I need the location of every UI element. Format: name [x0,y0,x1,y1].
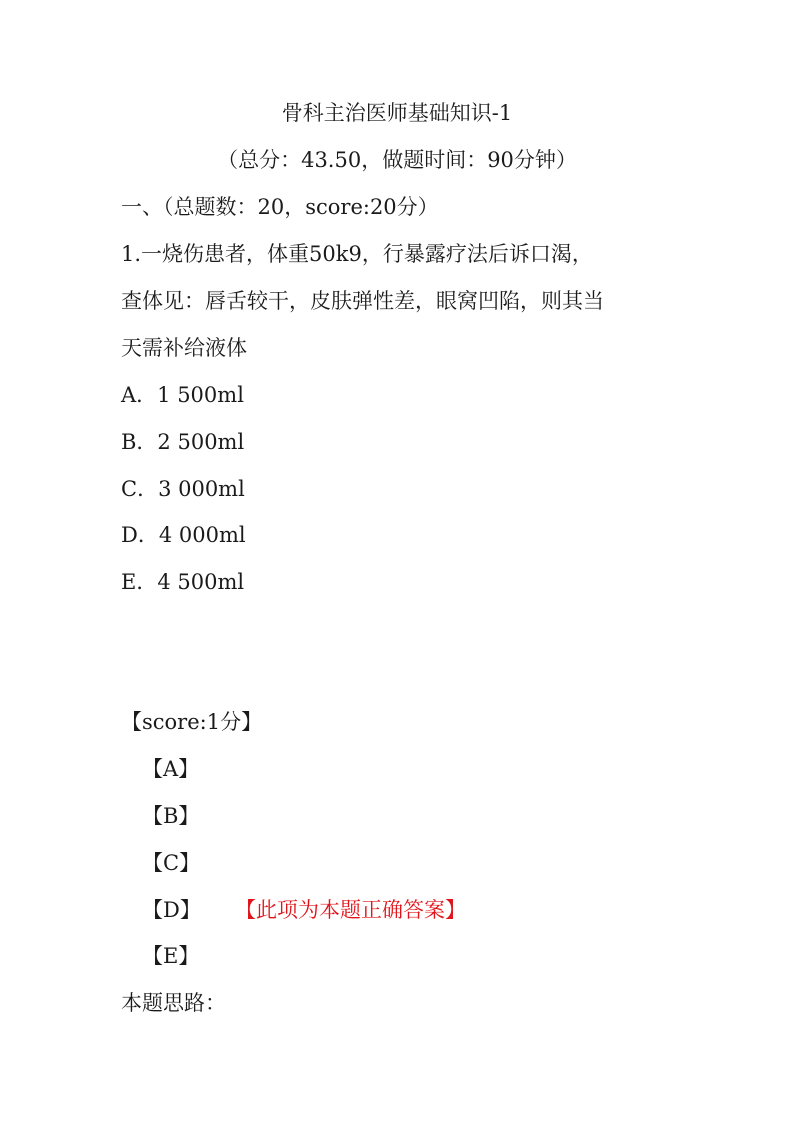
option-b: B．2 500ml [121,430,245,454]
answer-choice-c: 【C】 [142,851,201,875]
section-heading: 一、（总题数：20，score:20分） [121,195,439,219]
explanation-label: 本题思路： [121,991,226,1015]
answer-choice-a: 【A】 [142,757,200,781]
answer-choice-e: 【E】 [142,944,200,968]
option-d: D．4 000ml [121,523,246,547]
question-stem-line: 1.一烧伤患者，体重50k9，行暴露疗法后诉口渴， [121,242,593,266]
page-subtitle: （总分：43.50，做题时间：90分钟） [217,148,577,172]
answer-choice-d: 【D】 [142,898,201,922]
question-stem-line: 查体见：唇舌较干，皮肤弹性差，眼窝凹陷，则其当 [121,289,604,313]
answer-score: 【score:1分】 [121,710,263,734]
question-stem-line: 天需补给液体 [121,336,247,360]
correct-answer-note: 【此项为本题正确答案】 [235,898,466,922]
page-title: 骨科主治医师基础知识-1 [281,101,513,125]
option-c: C．3 000ml [121,477,245,501]
option-e: E．4 500ml [121,570,245,594]
answer-choice-b: 【B】 [142,804,200,828]
option-a: A．1 500ml [121,383,244,407]
